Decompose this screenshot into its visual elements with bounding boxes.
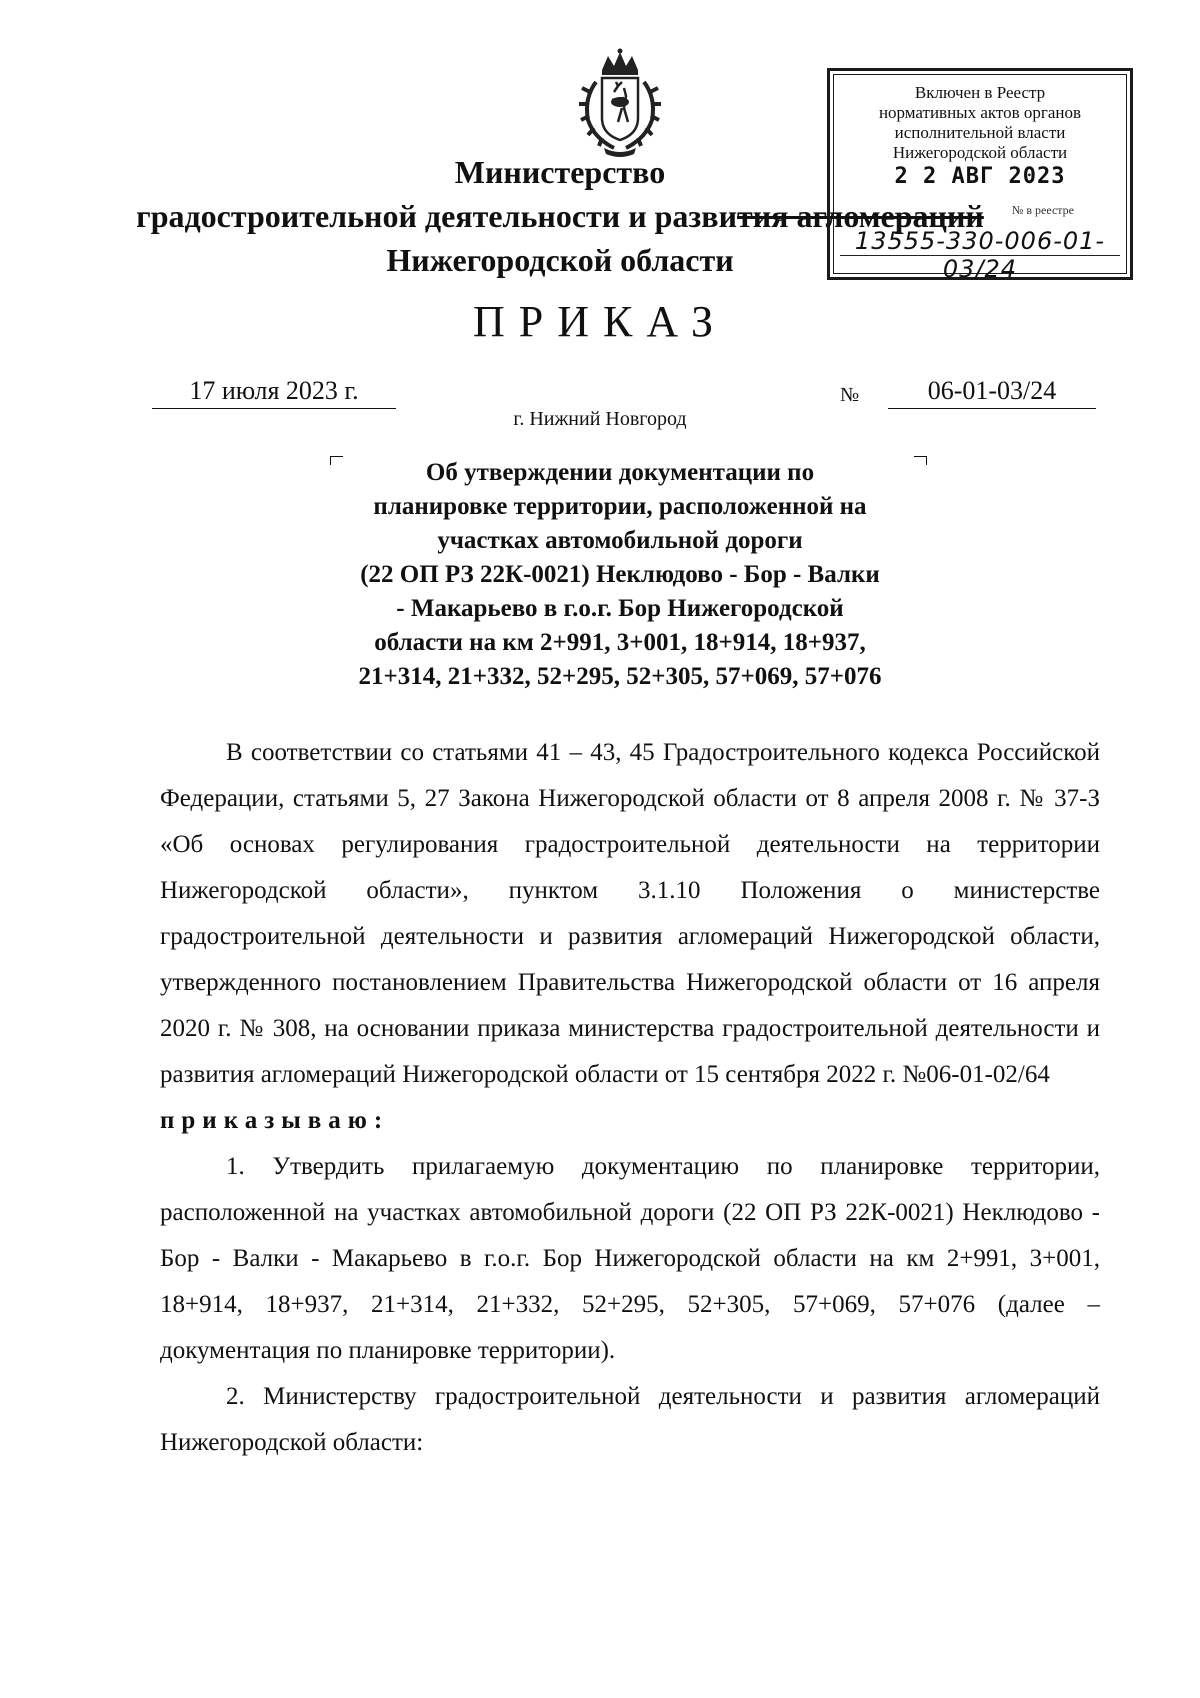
subject-line: области на км 2+991, 3+001, 18+914, 18+937, [374, 629, 866, 656]
ministry-name-line2-text: градостроительной деятельности и разви [136, 198, 737, 234]
subject-line: (22 ОП РЗ 22К-0021) Неклюдово - Бор - Валки [360, 561, 880, 588]
ministry-name-line1: Министерство [454, 154, 666, 190]
order-body [160, 730, 1100, 1466]
stamp-line1: Включен в Реестр [914, 83, 1046, 102]
coat-of-arms-icon [574, 48, 666, 160]
stamp-regno-underline [840, 255, 1120, 256]
order-number-sign: № [840, 384, 860, 406]
order-word: приказываю: [160, 1107, 390, 1134]
subject-line: 21+314, 21+332, 52+295, 52+305, 57+069, 57+076 [358, 663, 882, 690]
stamp-line3: исполнительной власти [894, 123, 1066, 142]
stamp-regno-label: № в реестре [1011, 203, 1074, 217]
order-city: г. Нижний Новгород [513, 408, 687, 430]
subject-line: планировке территории, расположенной на [373, 493, 867, 520]
ministry-name-line2-struck: тия агломераций [737, 198, 984, 234]
order-number: 06-01-03/24 [888, 374, 1096, 409]
subject-line: Об утверждении документации по [425, 459, 815, 486]
registry-stamp [827, 68, 1133, 283]
stamp-line2: нормативных актов органов [878, 103, 1082, 122]
subject-line: - Макарьево в г.о.г. Бор Нижегородской [396, 595, 844, 622]
ministry-name-line3: Нижегородской области [386, 242, 734, 278]
stamp-date: 2 2 АВГ 2023 [894, 164, 1066, 189]
preamble-paragraph: В соответствии со статьями 41 – 43, 45 Градостроительного кодекса Российской Федерации, статьями 5, 27 Закона Нижегородской области от 8 апреля 2008 г. № 37-З «Об основах регулирования градостроительной деятельности на территории Нижегородской области», пунктом 3.1.10 Положения о министерстве градостроительной деятельности и развития агломераций Нижегородской области, утвержденного постановлением Правительства Нижегородской области от 16 апреля 2020 г. № 308, на основании приказа министерства градостроительной деятельности и развития агломераций Нижегородской области от 15 сентября 2022 г. №06-01-02/64 [160, 739, 1100, 1088]
subject-line: участках автомобильной дороги [437, 527, 803, 554]
order-item-1: 1. Утвердить прилагаемую документацию по планировке территории, расположенной на участках автомобильной дороги (22 ОП РЗ 22К-0021) Неклюдово - Бор - Валки - Макарьево в г.о.г. Бор Нижегородской области на км 2+991, 3+001, 18+914, 18+937, 21+314, 21+332, 52+295, 52+305, 57+069, 57+076 (далее – документация по планировке территории). [160, 1153, 1100, 1364]
order-date: 17 июля 2023 г. [152, 374, 396, 409]
order-item-2: 2. Министерству градостроительной деятельности и развития агломераций Нижегородской области: [160, 1383, 1100, 1456]
stamp-regno: 13555-330-006-01-03/24 [854, 227, 1106, 283]
order-subject [300, 456, 940, 694]
document-type-title: ПРИКАЗ [472, 297, 728, 346]
stamp-line4: Нижегородской области [892, 143, 1068, 162]
